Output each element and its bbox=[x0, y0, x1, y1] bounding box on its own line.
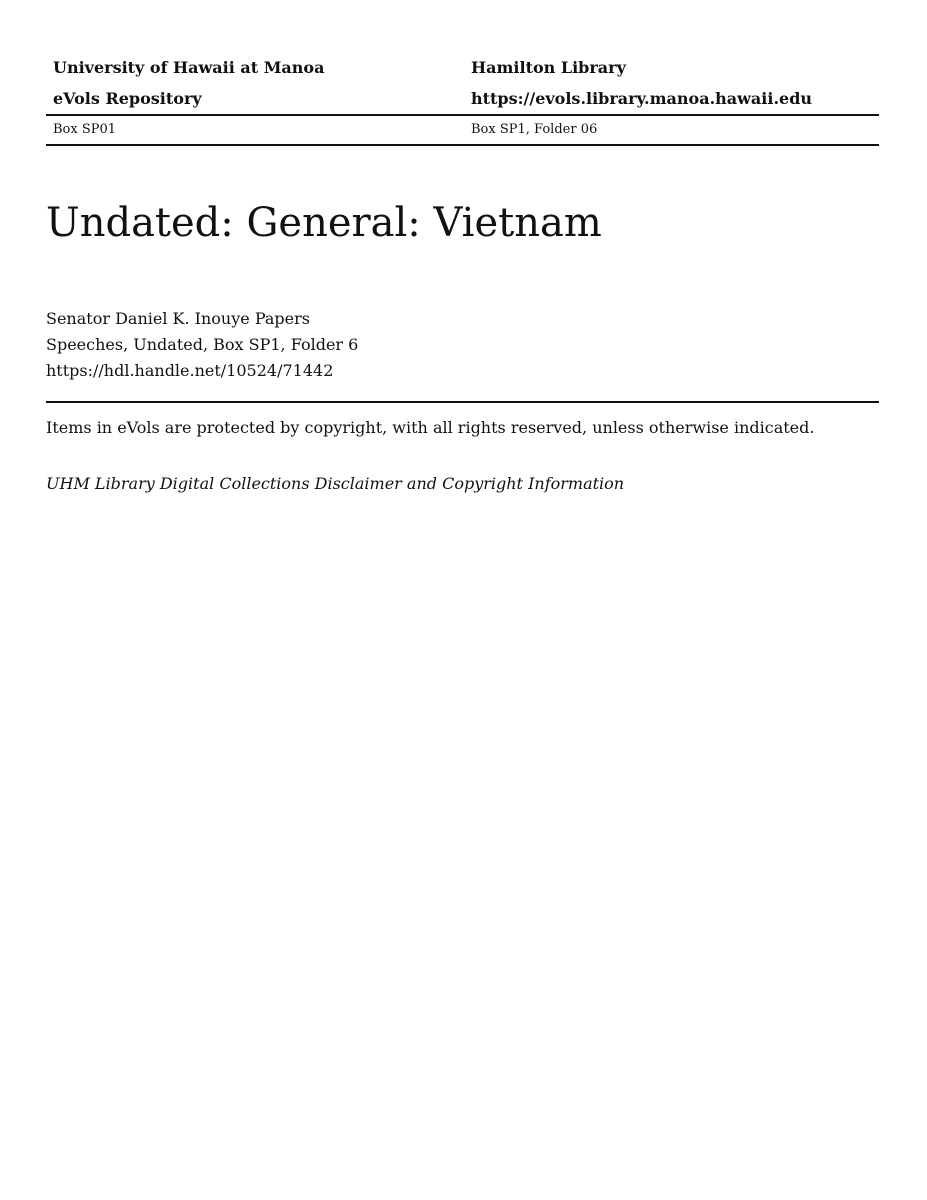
repository-url[interactable]: https://evols.library.manoa.hawaii.edu bbox=[464, 83, 879, 116]
header-table bbox=[46, 52, 879, 146]
document-title: Undated: General: Vietnam bbox=[46, 200, 602, 246]
document-metadata bbox=[46, 306, 879, 384]
copyright-notice: Items in eVols are protected by copyright, with all rights reserved, unless otherwise indicated. bbox=[46, 418, 815, 437]
series-info: Speeches, Undated, Box SP1, Folder 6 bbox=[46, 335, 359, 354]
box-label: Box SP01 bbox=[46, 116, 464, 146]
document-page bbox=[46, 52, 879, 495]
collection-name: Senator Daniel K. Inouye Papers bbox=[46, 309, 310, 328]
disclaimer-link[interactable]: UHM Library Digital Collections Disclaimer and Copyright Information bbox=[46, 474, 625, 493]
institution-name: University of Hawaii at Manoa bbox=[53, 58, 325, 77]
repository-name: eVols Repository bbox=[46, 83, 464, 116]
handle-link[interactable]: https://hdl.handle.net/10524/71442 bbox=[46, 361, 334, 380]
library-name: Hamilton Library bbox=[471, 58, 626, 77]
divider bbox=[46, 401, 879, 403]
folder-label: Box SP1, Folder 06 bbox=[464, 116, 879, 146]
